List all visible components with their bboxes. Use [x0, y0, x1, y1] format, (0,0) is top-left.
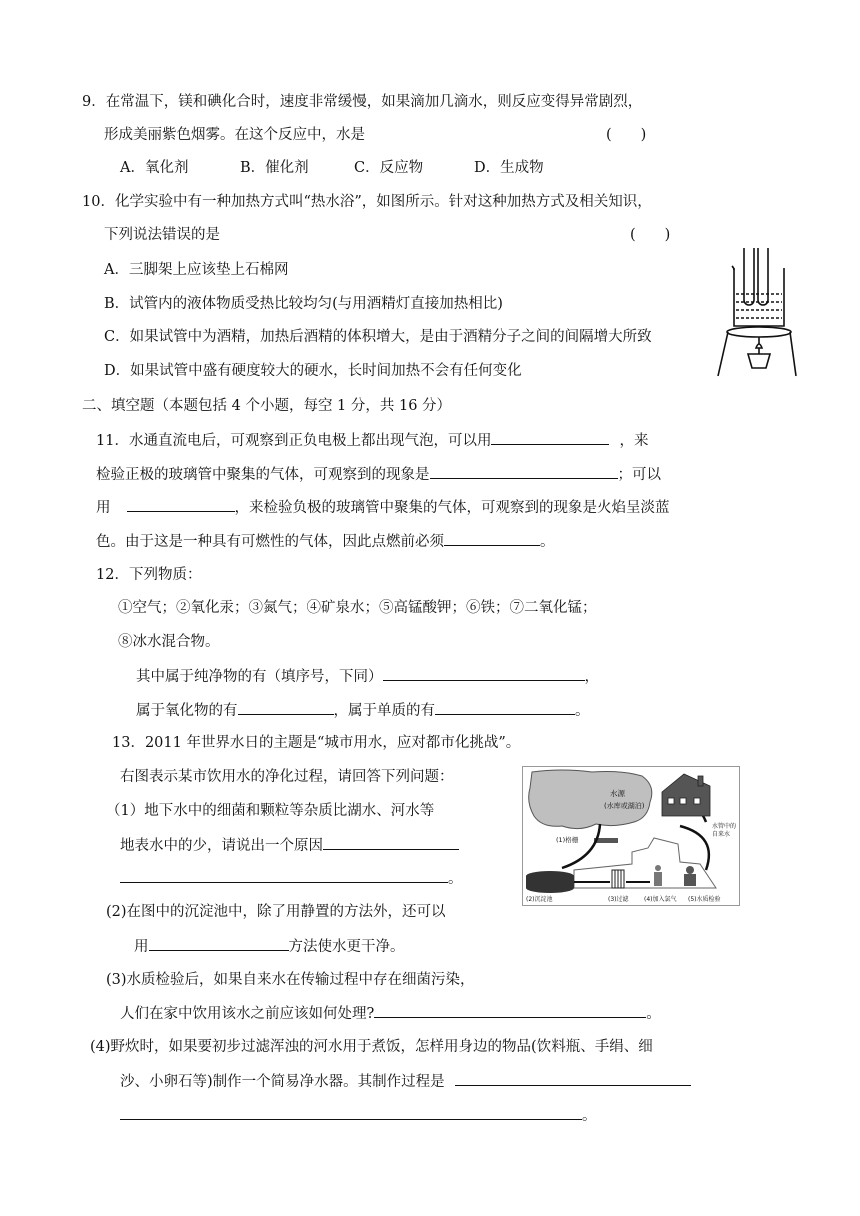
q9-line2: 形成美丽紫色烟雾。在这个反应中，水是	[104, 127, 365, 143]
q11-line3: 用 ，来检验负极的玻璃管中聚集的气体，可观察到的现象是火焰呈淡蓝	[96, 497, 670, 518]
diagram-source-sub-label: (水库或湖泊)	[604, 802, 645, 810]
q9-option-c: C．反应物	[354, 160, 424, 176]
q9-answer-paren: ( )	[606, 127, 647, 143]
q12-title: 12．下列物质：	[96, 567, 202, 583]
q13-part3-line2: 人们在家中饮用该水之前应该如何处理? 。	[120, 1003, 661, 1024]
q13-part4-line2: 沙、小卵石等)制作一个简易净水器。其制作过程是	[120, 1071, 691, 1092]
diagram-source-label: 水源	[610, 789, 625, 798]
diagram-step-inspection: (5)水质检验	[688, 896, 721, 903]
q11-line4: 色。由于这是一种具有可燃性的气体，因此点燃前必须 。	[96, 531, 555, 552]
q11-blank-1[interactable]	[491, 430, 609, 445]
q10-answer-paren: ( )	[630, 227, 671, 243]
q13-part1-line3: 。	[120, 868, 463, 889]
q11-line2: 检验正极的玻璃管中聚集的气体，可观察到的现象是 ；可以	[96, 464, 661, 485]
q13-part4-line1: (4)野炊时，如果要初步过滤浑浊的河水用于煮饭，怎样用身边的物品(饮料瓶、手绢、细	[90, 1039, 653, 1055]
q11-blank-3[interactable]	[127, 497, 235, 512]
q10-line2: 下列说法错误的是	[104, 227, 220, 243]
diagram-step-chlorine: (4)加入氯气	[644, 896, 677, 903]
diagram-tap-sub-label: 自来水	[712, 831, 731, 838]
q13-blank-reason[interactable]	[323, 835, 459, 850]
q13-blank-reason-cont[interactable]	[120, 868, 448, 883]
q13-line2: 右图表示某市饮用水的净化过程，请回答下列问题：	[120, 769, 454, 785]
q13-part1-line1: （1）地下水中的细菌和颗粒等杂质比湖水、河水等	[106, 803, 435, 819]
q12-line4: 属于氧化物的有 ，属于单质的有 。	[136, 700, 590, 721]
q13-part2-line2: 用 方法使水更干净。	[134, 936, 405, 957]
diagram-step-filtration: (3)过滤	[608, 896, 629, 903]
q13-part3-line1: (3)水质检验后，如果自来水在传输过程中存在细菌污染，	[106, 972, 475, 988]
diagram-step-sedimentation: (2)沉淀池	[526, 896, 553, 903]
q13-blank-process-cont[interactable]	[120, 1105, 582, 1120]
q11-blank-4[interactable]	[444, 531, 540, 546]
q12-line3: 其中属于纯净物的有（填序号，下同） ，	[136, 666, 599, 687]
q13-blank-process[interactable]	[455, 1071, 691, 1086]
q10-option-b: B．试管内的液体物质受热比较均匀(与用酒精灯直接加热相比)	[104, 296, 503, 312]
q9-line1: 9．在常温下，镁和碘化合时，速度非常缓慢，如果滴加几滴水，则反应变得异常剧烈，	[82, 94, 643, 110]
q9-option-d: D．生成物	[474, 160, 544, 176]
q12-list-line1: ①空气；②氧化汞；③氮气；④矿泉水；⑤高锰酸钾；⑥铁；⑦二氧化锰；	[118, 600, 597, 616]
q12-blank-oxide[interactable]	[238, 700, 334, 715]
q10-option-a: A．三脚架上应该垫上石棉网	[104, 262, 289, 278]
q13-part1-line2: 地表水中的少，请说出一个原因	[120, 835, 459, 856]
diagram-grid-label: (1)格栅	[556, 836, 579, 844]
diagram-tap-label: 水管中的	[712, 823, 737, 830]
q13-part2-line1: (2)在图中的沉淀池中，除了用静置的方法外，还可以	[106, 904, 446, 920]
section2-title: 二、填空题（本题包括 4 个小题，每空 1 分，共 16 分）	[82, 398, 452, 414]
q11-line1: 11．水通直流电后，可观察到正负电极上都出现气泡，可以用 ，来	[96, 430, 648, 451]
q9-option-b: B．催化剂	[240, 160, 309, 176]
q10-option-c: C．如果试管中为酒精，加热后酒精的体积增大，是由于酒精分子之间的间隔增大所致	[104, 329, 652, 345]
q12-blank-pure[interactable]	[383, 666, 585, 681]
q13-blank-method[interactable]	[149, 936, 289, 951]
q13-part4-line3: 。	[120, 1105, 597, 1126]
water-purification-diagram	[522, 766, 740, 906]
q10-option-d: D．如果试管中盛有硬度较大的硬水，长时间加热不会有任何变化	[104, 363, 522, 379]
q11-blank-2[interactable]	[430, 464, 618, 479]
q10-line1: 10．化学实验中有一种加热方式叫“热水浴”，如图所示。针对这种加热方式及相关知识，	[82, 194, 652, 210]
q12-blank-element[interactable]	[435, 700, 575, 715]
q12-list-line2: ⑧冰水混合物。	[118, 634, 220, 650]
q9-option-a: A．氧化剂	[120, 160, 189, 176]
water-bath-apparatus-image	[712, 244, 800, 382]
q13-blank-treatment[interactable]	[374, 1003, 646, 1018]
q13-line1: 13．2011 年世界水日的主题是“城市用水，应对都市化挑战”。	[112, 735, 521, 751]
